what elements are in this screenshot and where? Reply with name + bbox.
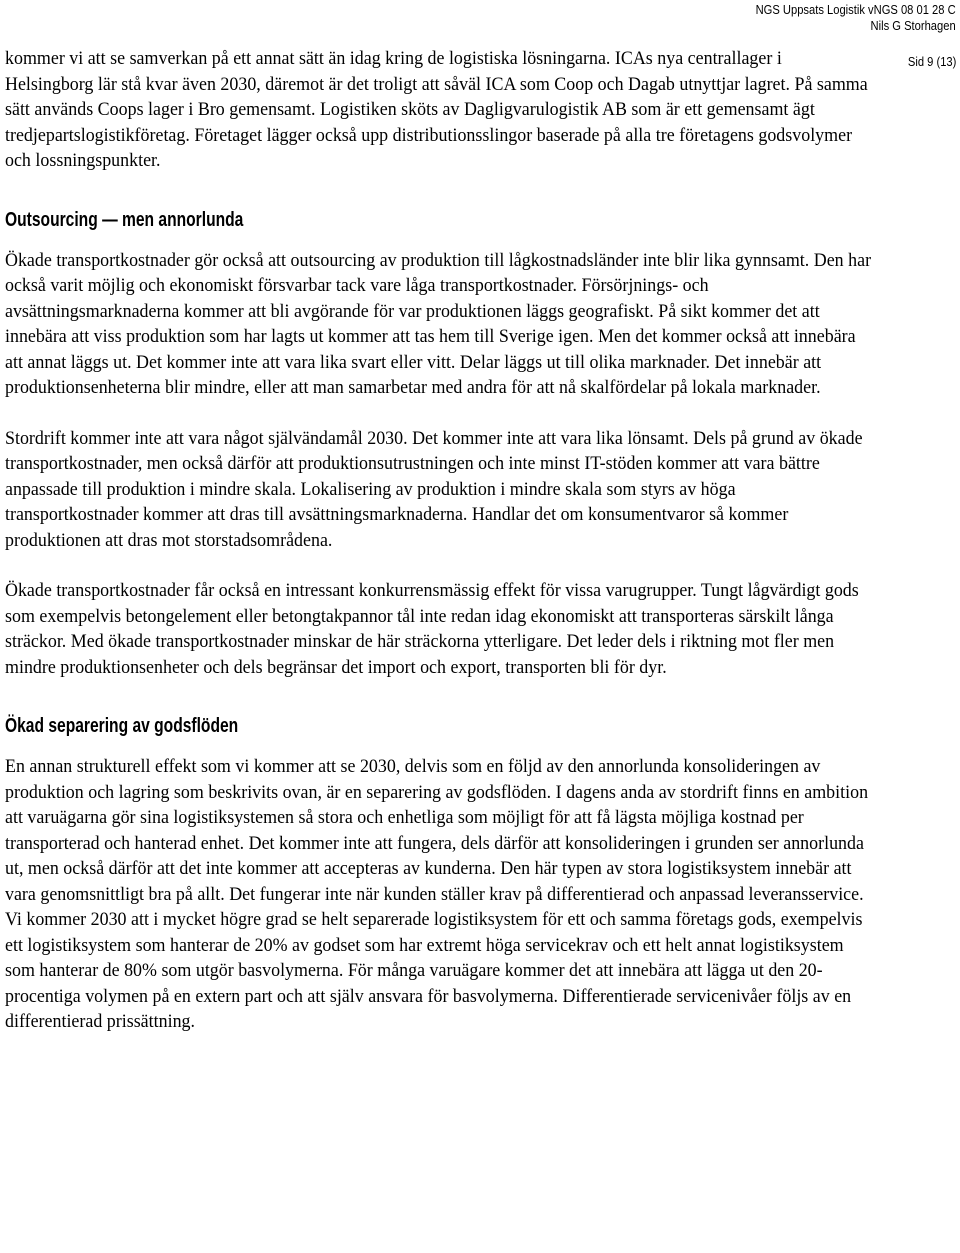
document-header xyxy=(756,2,956,34)
document-title: NGS Uppsats Logistik vNGS 08 01 28 C xyxy=(755,2,956,17)
heading-outsourcing: Outsourcing — men annorlunda xyxy=(5,208,244,231)
document-body xyxy=(5,46,885,1035)
paragraph-intro: kommer vi att se samverkan på ett annat sätt än idag kring de logistiska lösningarna. ICAs nya centrallager i Helsingborg lär stå kvar även 2030, däremot är det troligt att såväl ICA som Coop och Dagab utnyttjar lagret. På samma sätt används Coops lager i Bro gemensamt. Logistiken sköts av Dagligvarulogistik AB som är ett gemensamt ägt tredjepartslogistikföretag. Företaget lägger också upp distributionsslingor baserade på alla tre företagens godsvolymer och lossningspunkter. xyxy=(5,48,868,171)
heading-separering: Ökad separering av godsflöden xyxy=(5,715,239,737)
paragraph-outsourcing: Ökade transportkostnader gör också att outsourcing av produktion till lågkostnadsländer inte blir lika gynnsamt. Den har också varit möjlig och ekonomiskt försvarbar tack vare låga transportkostnader. Försörjnings- och avsättningsmarknaderna kommer att bli avgörande för var produktionen läggs geografiskt. På sikt kommer det att innebära att viss produktion som har lagts ut kommer att tas hem till Sverige igen. Men det kommer också att innebära att annat läggs ut. Det kommer inte att vara lika svart eller vitt. Delar läggs ut till olika marknader. Det innebär att produktionsenheterna blir mindre, eller att man samarbetar med andra för att nå skalfördelar på lokala marknader. xyxy=(5,249,872,398)
paragraph-separering: En annan strukturell effekt som vi kommer att se 2030, delvis som en följd av den annorlunda konsolideringen av produktion och lagring som beskrivits ovan, är en separering av godsflöden. I dagens anda av stordrift finns en ambition att varuägarna gör sina logistiksystemen så stora och enhetliga som möjligt för att få lägsta möjliga kostnad per transporterad och hanterad enhet. Det kommer inte att fungera, dels därför att konsolideringen i grunden ser annorlunda ut, men också därför att det inte kommer att accepteras av kunderna. Den här typen av stora logistiksystem innebär att vara genomsnittligt bra på allt. Det fungerar inte när kunden ställer krav på differentierad och anpassad leveransservice. Vi kommer 2030 att i mycket högre grad se helt separerade logistiksystem för ett och samma företags gods, exempelvis ett logistiksystem som hanterar de 20% av godset som har extremt höga servicekrav och ett helt annat logistiksystem som hanterar de 80% som utgör basvolymerna. För många varuägare kommer det att innebära att lägga ut den 20-procentiga volymen på en extern part och att själv ansvara för basvolymerna. Differentierade servicenivåer följs av en differentierad prissättning. xyxy=(5,756,869,1032)
page-number: Sid 9 (13) xyxy=(907,54,956,69)
paragraph-transportkostnader: Ökade transportkostnader får också en intressant konkurrensmässig effekt för vissa varugrupper. Tungt lågvärdigt gods som exempelvis betongelement eller betongtakpannor tål inte redan idag ekonomiskt att transporteras särskilt långa sträckor. Med ökade transportkostnader minskar de här sträckorna ytterligare. Det leder dels i riktning mot fler men mindre produktionsenheter och dels begränsar det import och export, transporten bli för dyr. xyxy=(5,580,859,678)
paragraph-stordrift: Stordrift kommer inte att vara något självändamål 2030. Det kommer inte att vara lika lönsamt. Dels på grund av ökade transportkostnader, men också därför att produktionsutrustningen och inte minst IT-stöden kommer att vara bättre anpassade till produktion i mindre skala. Lokalisering av produktion i mindre skala som styrs av höga transportkostnader kommer att dras till avsättningsmarknaderna. Handlar det om konsumentvaror så kommer produktionen att dras mot storstadsområdena. xyxy=(5,427,863,551)
document-author: Nils G Storhagen xyxy=(870,18,956,33)
